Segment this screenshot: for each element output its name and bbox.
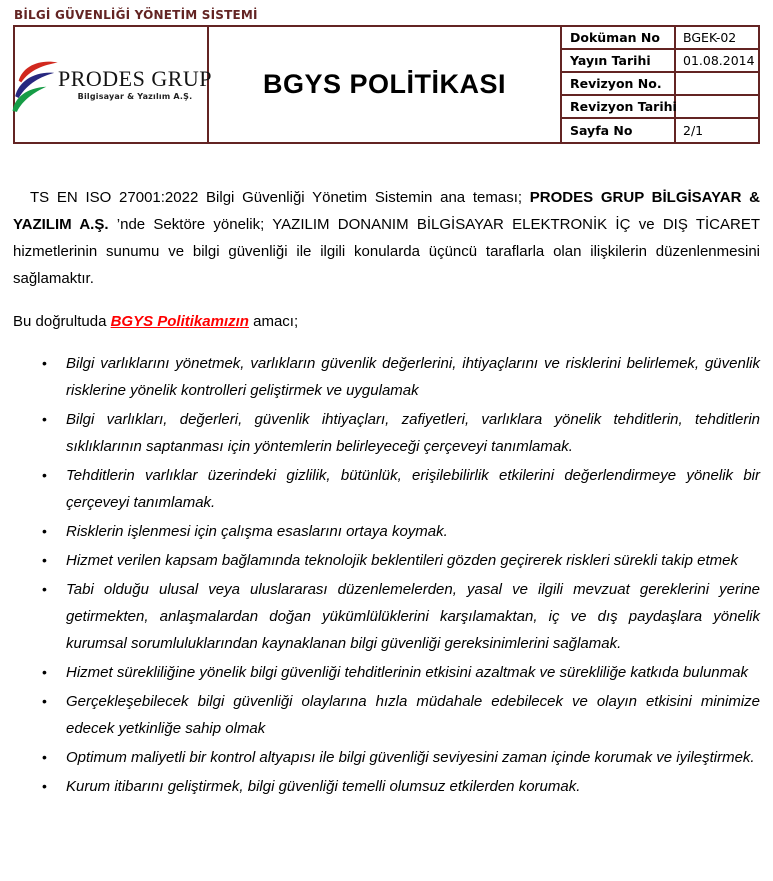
company-subtitle: Bilgisayar & Yazılım A.Ş. [77, 92, 193, 101]
document-header-table [13, 25, 760, 144]
purpose-suffix: amacı; [248, 313, 299, 330]
policy-bullet: • Tabi olduğu ulusal veya uluslararası düzenlemelerden, yasal ve ilgili mevzuat gereklerini yerine getirmekten, anlaşmalardan doğan yükümlülüklerini karşılamaktan, iç ve dış paydaşlara yönelik kurumsal sorumluluklarından kaynaklanan bilgi güvenliği gereksinimlerini sağlamak. [66, 576, 760, 657]
info-row-revizyon-no [562, 73, 758, 96]
purpose-line [13, 308, 760, 335]
info-row-revizyon-tarihi [562, 96, 758, 119]
policy-bullet: • Hizmet sürekliliğine yönelik bilgi güvenliği tehditlerinin etkisini azaltmak ve sürekliliğe katkıda bulunmak [66, 659, 760, 686]
info-value [676, 73, 758, 94]
policy-bullet: • Bilgi varlıklarını yönetmek, varlıkların güvenlik değerlerini, ihtiyaçlarını ve risklerini belirlemek, güvenlik risklerine yönelik kontrolleri geliştirmek ve uygulamak [66, 350, 760, 404]
logo-swoosh-icon [10, 57, 62, 113]
policy-bullet: • Risklerin işlenmesi için çalışma esaslarını ortaya koymak. [66, 518, 760, 545]
info-row-dokuman-no [562, 27, 758, 50]
policy-bullet: • Hizmet verilen kapsam bağlamında teknolojik beklentileri gözden geçirerek riskleri sürekli takip etmek [66, 547, 760, 574]
bgys-policy-highlight: BGYS Politikamızın [110, 313, 249, 330]
info-label: Doküman No [562, 27, 676, 48]
purpose-prefix: Bu doğrultuda [13, 313, 111, 330]
info-row-yayin-tarihi [562, 50, 758, 73]
policy-bullet: • Tehditlerin varlıklar üzerindeki gizlilik, bütünlük, erişilebilirlik etkilerini değerlendirmeye yönelik bir çerçeveyi tanımlamak. [66, 462, 760, 516]
company-name: PRODES GRUP [57, 66, 213, 91]
document-title: BGYS POLİTİKASI [262, 69, 507, 99]
info-value: 2/1 [683, 123, 704, 138]
info-label: Revizyon No. [562, 73, 676, 94]
policy-bullet: • Kurum itibarını geliştirmek, bilgi güvenliği temelli olumsuz etkilerden korumak. [66, 773, 760, 800]
logo-cell [15, 27, 213, 142]
info-label: Yayın Tarihi [562, 50, 676, 71]
info-value: 01.08.2014 [683, 53, 755, 68]
policy-bullet-list [13, 350, 760, 800]
info-label: Sayfa No [562, 119, 676, 142]
info-value: BGEK-02 [683, 30, 737, 45]
policy-bullet: • Bilgi varlıkları, değerleri, güvenlik ihtiyaçları, zafiyetleri, varlıklara yönelik tehditlerin, tehditlerin sıklıklarının saptanması için yöntemlerin belirleyeceği çerçeveyi tanımlamak. [66, 406, 760, 460]
info-value [676, 96, 758, 117]
system-title-label: BİLGİ GÜVENLİĞİ YÖNETİM SİSTEMİ [14, 8, 258, 22]
info-row-sayfa-no [562, 119, 758, 142]
policy-bullet: • Gerçekleşebilecek bilgi güvenliği olaylarına hızla müdahale edebilecek ve olayın etkisini minimize edecek yetkinliğe sahip olmak [66, 688, 760, 742]
logo-text-block [58, 68, 212, 101]
company-logo [10, 57, 212, 113]
info-label: Revizyon Tarihi [562, 96, 676, 117]
document-info-table [560, 27, 758, 142]
policy-bullet: • Optimum maliyetli bir kontrol altyapısı ile bilgi güvenliği seviyesini zaman içinde korumak ve iyileştirmek. [66, 744, 760, 771]
intro-text-part2: ’nde Sektöre yönelik; YAZILIM DONANIM BİLGİSAYAR ELEKTRONİK İÇ ve DIŞ TİCARET hizmetlerinin sunumu ve bilgi güvenliği ile ilgili konularda üçüncü taraflarla olan ilişkilerin düzenlenmesini sağlamaktır. [13, 216, 760, 287]
intro-paragraph [13, 184, 760, 292]
intro-text-part1: TS EN ISO 27001:2022 Bilgi Güvenliği Yönetim Sistemin ana teması; [30, 189, 530, 206]
intro-company-name-bold: PRODES GRUP BİLGİSAYAR & YAZILIM A.Ş. [13, 189, 760, 233]
